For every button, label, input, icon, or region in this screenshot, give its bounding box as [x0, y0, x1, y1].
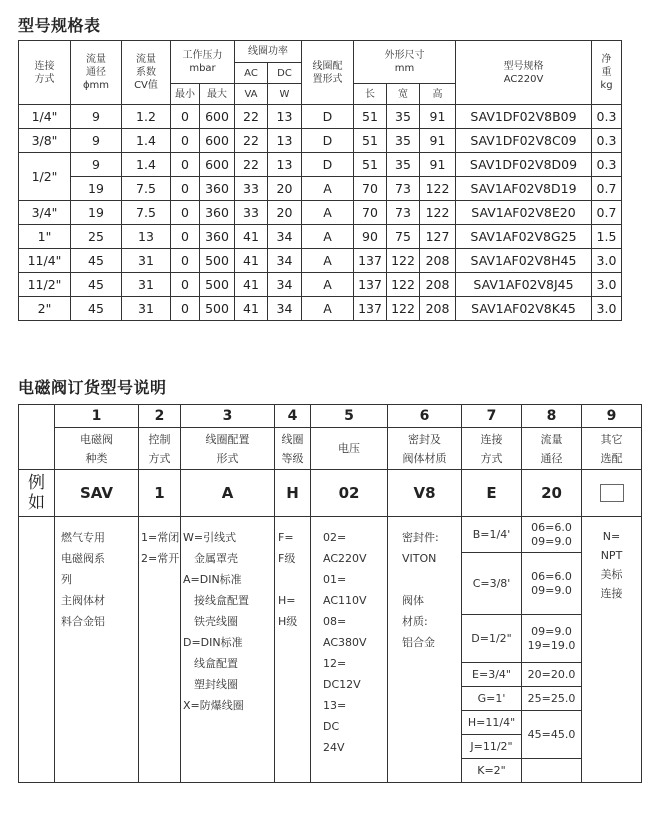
example-value: E	[462, 470, 522, 517]
cell-cv: 1.4	[122, 153, 171, 177]
desc-blank	[19, 517, 55, 783]
cell-pmax: 360	[200, 225, 235, 249]
flow-option: 06=6.0 09=9.0	[522, 553, 582, 615]
cell-kg: 3.0	[592, 273, 622, 297]
order-num: 8	[522, 405, 582, 428]
cell-w: 34	[268, 225, 302, 249]
cell-va: 41	[235, 249, 268, 273]
cell-kg: 0.3	[592, 129, 622, 153]
order-label-options: 其它 选配	[582, 428, 642, 470]
header-model: 型号规格 AC220V	[456, 41, 592, 105]
spec-table	[18, 40, 622, 321]
cell-model: SAV1AF02V8E20	[456, 201, 592, 225]
cell-va: 41	[235, 225, 268, 249]
order-num: 5	[311, 405, 388, 428]
cell-h: 208	[420, 249, 456, 273]
cell-wd: 73	[387, 201, 420, 225]
cell-cv: 1.4	[122, 129, 171, 153]
cell-l: 90	[354, 225, 387, 249]
cell-model: SAV1AF02V8G25	[456, 225, 592, 249]
desc-options: N= NPT 美标 连接	[582, 517, 642, 783]
header-coil-power: 线圈功率	[235, 41, 302, 63]
cell-l: 137	[354, 249, 387, 273]
order-corner	[19, 405, 55, 470]
cell-pmax: 600	[200, 129, 235, 153]
spec-row	[19, 201, 622, 225]
cell-cv: 13	[122, 225, 171, 249]
order-table-title: 电磁阀订货型号说明	[18, 378, 167, 397]
order-num: 2	[139, 405, 181, 428]
cell-l: 137	[354, 297, 387, 321]
header-pressure: 工作压力 mbar	[171, 41, 235, 84]
cell-pmax: 500	[200, 273, 235, 297]
cell-l: 70	[354, 201, 387, 225]
cell-cv: 7.5	[122, 201, 171, 225]
cell-kg: 3.0	[592, 249, 622, 273]
cell-h: 122	[420, 177, 456, 201]
cell-w: 20	[268, 201, 302, 225]
cell-cv: 31	[122, 249, 171, 273]
cell-cv: 7.5	[122, 177, 171, 201]
cell-pmax: 600	[200, 105, 235, 129]
cell-h: 91	[420, 129, 456, 153]
conn-option: C=3/8'	[462, 553, 522, 615]
cell-wd: 75	[387, 225, 420, 249]
example-value: SAV	[55, 470, 139, 517]
spec-row	[19, 273, 622, 297]
order-table	[18, 404, 642, 783]
cell-connection: 3/4"	[19, 201, 71, 225]
cell-pmin: 0	[171, 105, 200, 129]
conn-option: G=1'	[462, 687, 522, 711]
cell-pmin: 0	[171, 249, 200, 273]
cell-cfg: A	[302, 273, 354, 297]
desc-coil-class: F= F级 H= H级	[275, 517, 311, 783]
cell-h: 91	[420, 105, 456, 129]
cell-connection: 1/2"	[19, 153, 71, 201]
order-num: 3	[181, 405, 275, 428]
conn-option: E=3/4"	[462, 663, 522, 687]
header-ac: AC	[235, 63, 268, 84]
conn-option: K=2"	[462, 759, 522, 783]
example-value: A	[181, 470, 275, 517]
spec-row	[19, 129, 622, 153]
cell-pmin: 0	[171, 297, 200, 321]
cell-pmax: 360	[200, 201, 235, 225]
cell-pmin: 0	[171, 153, 200, 177]
cell-kg: 0.7	[592, 177, 622, 201]
desc-seal-material: 密封件: VITON 阀体 材质: 铝合金	[388, 517, 462, 783]
cell-cfg: D	[302, 129, 354, 153]
cell-kg: 0.3	[592, 105, 622, 129]
cell-pmin: 0	[171, 177, 200, 201]
spec-row	[19, 105, 622, 129]
spec-row	[19, 177, 622, 201]
desc-coil-config: W=引线式 金属罩壳 A=DIN标准 接线盒配置 铁壳线圈 D=DIN标准 线盒配置 塑封线圈 X=防爆线圈	[181, 517, 275, 783]
cell-connection: 3/8"	[19, 129, 71, 153]
cell-connection: 1"	[19, 225, 71, 249]
spec-row	[19, 153, 622, 177]
cell-cfg: A	[302, 177, 354, 201]
cell-h: 122	[420, 201, 456, 225]
cell-connection: 11/4"	[19, 249, 71, 273]
cell-model: SAV1AF02V8J45	[456, 273, 592, 297]
example-value: 1	[139, 470, 181, 517]
example-value: 02	[311, 470, 388, 517]
cell-model: SAV1DF02V8D09	[456, 153, 592, 177]
cell-cfg: A	[302, 249, 354, 273]
cell-kg: 3.0	[592, 297, 622, 321]
cell-kg: 0.7	[592, 201, 622, 225]
cell-w: 13	[268, 153, 302, 177]
cell-connection: 1/4"	[19, 105, 71, 129]
flow-option: 45=45.0	[522, 711, 582, 759]
cell-w: 13	[268, 129, 302, 153]
order-num: 6	[388, 405, 462, 428]
flow-option: 20=20.0	[522, 663, 582, 687]
cell-d: 25	[71, 225, 122, 249]
header-dc: DC	[268, 63, 302, 84]
example-value: 20	[522, 470, 582, 517]
conn-option: H=11/4"	[462, 711, 522, 735]
flow-option: 09=9.0 19=19.0	[522, 615, 582, 663]
cell-d: 9	[71, 105, 122, 129]
order-num: 9	[582, 405, 642, 428]
desc-voltage: 02= AC220V 01= AC110V 08= AC380V 12= DC12V 13= DC 24V	[311, 517, 388, 783]
cell-cfg: A	[302, 225, 354, 249]
cell-h: 91	[420, 153, 456, 177]
flow-option: 06=6.0 09=9.0	[522, 517, 582, 553]
cell-h: 208	[420, 297, 456, 321]
cell-connection: 2"	[19, 297, 71, 321]
cell-va: 22	[235, 153, 268, 177]
cell-cfg: A	[302, 201, 354, 225]
cell-wd: 122	[387, 297, 420, 321]
order-label-valve-type: 电磁阀 种类	[55, 428, 139, 470]
header-p-max: 最大	[200, 84, 235, 105]
spec-row	[19, 225, 622, 249]
order-label-connection: 连接 方式	[462, 428, 522, 470]
spec-table-title: 型号规格表	[18, 16, 101, 35]
cell-d: 45	[71, 249, 122, 273]
flow-option: 25=25.0	[522, 687, 582, 711]
cell-wd: 35	[387, 129, 420, 153]
cell-model: SAV1AF02V8K45	[456, 297, 592, 321]
cell-w: 34	[268, 249, 302, 273]
cell-va: 41	[235, 297, 268, 321]
cell-d: 9	[71, 153, 122, 177]
header-len: 长	[354, 84, 387, 105]
cell-pmax: 500	[200, 297, 235, 321]
cell-d: 19	[71, 177, 122, 201]
cell-d: 45	[71, 297, 122, 321]
desc-valve-type: 燃气专用 电磁阀系 列 主阀体材 料合金铝	[55, 517, 139, 783]
cell-va: 22	[235, 105, 268, 129]
cell-model: SAV1AF02V8D19	[456, 177, 592, 201]
cell-va: 22	[235, 129, 268, 153]
cell-w: 13	[268, 105, 302, 129]
header-w: W	[268, 84, 302, 105]
empty-box-icon	[600, 484, 624, 502]
cell-l: 137	[354, 273, 387, 297]
order-label-control: 控制 方式	[139, 428, 181, 470]
header-hei: 高	[420, 84, 456, 105]
order-label-voltage: 电压	[311, 428, 388, 470]
order-label-coil-config: 线圈配置 形式	[181, 428, 275, 470]
spec-row	[19, 249, 622, 273]
cell-va: 41	[235, 273, 268, 297]
header-coil-config: 线圈配 置形式	[302, 41, 354, 105]
cell-model: SAV1DF02V8B09	[456, 105, 592, 129]
cell-kg: 0.3	[592, 153, 622, 177]
header-net-weight: 净 重 kg	[592, 41, 622, 105]
order-label-coil-class: 线圈 等级	[275, 428, 311, 470]
cell-cfg: D	[302, 105, 354, 129]
header-dimensions: 外形尺寸 mm	[354, 41, 456, 84]
example-value: H	[275, 470, 311, 517]
cell-w: 34	[268, 297, 302, 321]
header-connection: 连接 方式	[19, 41, 71, 105]
header-flow-coeff: 流量 系数 CV值	[122, 41, 171, 105]
cell-w: 20	[268, 177, 302, 201]
header-p-min: 最小	[171, 84, 200, 105]
example-label: 例 如	[19, 470, 55, 517]
cell-d: 9	[71, 129, 122, 153]
spec-row	[19, 297, 622, 321]
cell-cv: 1.2	[122, 105, 171, 129]
conn-option: D=1/2"	[462, 615, 522, 663]
header-wid: 宽	[387, 84, 420, 105]
cell-va: 33	[235, 201, 268, 225]
example-options-box	[582, 470, 642, 517]
cell-wd: 35	[387, 105, 420, 129]
order-num: 4	[275, 405, 311, 428]
cell-cfg: D	[302, 153, 354, 177]
cell-connection: 11/2"	[19, 273, 71, 297]
cell-d: 19	[71, 201, 122, 225]
cell-l: 51	[354, 153, 387, 177]
cell-wd: 122	[387, 273, 420, 297]
cell-wd: 122	[387, 249, 420, 273]
cell-wd: 73	[387, 177, 420, 201]
flow-option-blank	[522, 759, 582, 783]
header-flow-diameter: 流量 通径 ϕmm	[71, 41, 122, 105]
order-num: 1	[55, 405, 139, 428]
cell-l: 51	[354, 105, 387, 129]
cell-pmin: 0	[171, 201, 200, 225]
order-num: 7	[462, 405, 522, 428]
cell-model: SAV1DF02V8C09	[456, 129, 592, 153]
cell-w: 34	[268, 273, 302, 297]
cell-wd: 35	[387, 153, 420, 177]
desc-control: 1=常闭 2=常开	[139, 517, 181, 783]
cell-cv: 31	[122, 273, 171, 297]
cell-d: 45	[71, 273, 122, 297]
cell-pmax: 360	[200, 177, 235, 201]
cell-l: 70	[354, 177, 387, 201]
cell-pmin: 0	[171, 129, 200, 153]
cell-kg: 1.5	[592, 225, 622, 249]
example-value: V8	[388, 470, 462, 517]
conn-option: J=11/2"	[462, 735, 522, 759]
order-label-seal-material: 密封及 阀体材质	[388, 428, 462, 470]
cell-va: 33	[235, 177, 268, 201]
cell-cfg: A	[302, 297, 354, 321]
cell-l: 51	[354, 129, 387, 153]
cell-pmin: 0	[171, 225, 200, 249]
cell-h: 127	[420, 225, 456, 249]
order-label-flow: 流量 通径	[522, 428, 582, 470]
cell-pmax: 600	[200, 153, 235, 177]
conn-option: B=1/4'	[462, 517, 522, 553]
header-va: VA	[235, 84, 268, 105]
cell-model: SAV1AF02V8H45	[456, 249, 592, 273]
cell-cv: 31	[122, 297, 171, 321]
cell-pmax: 500	[200, 249, 235, 273]
cell-h: 208	[420, 273, 456, 297]
cell-pmin: 0	[171, 273, 200, 297]
